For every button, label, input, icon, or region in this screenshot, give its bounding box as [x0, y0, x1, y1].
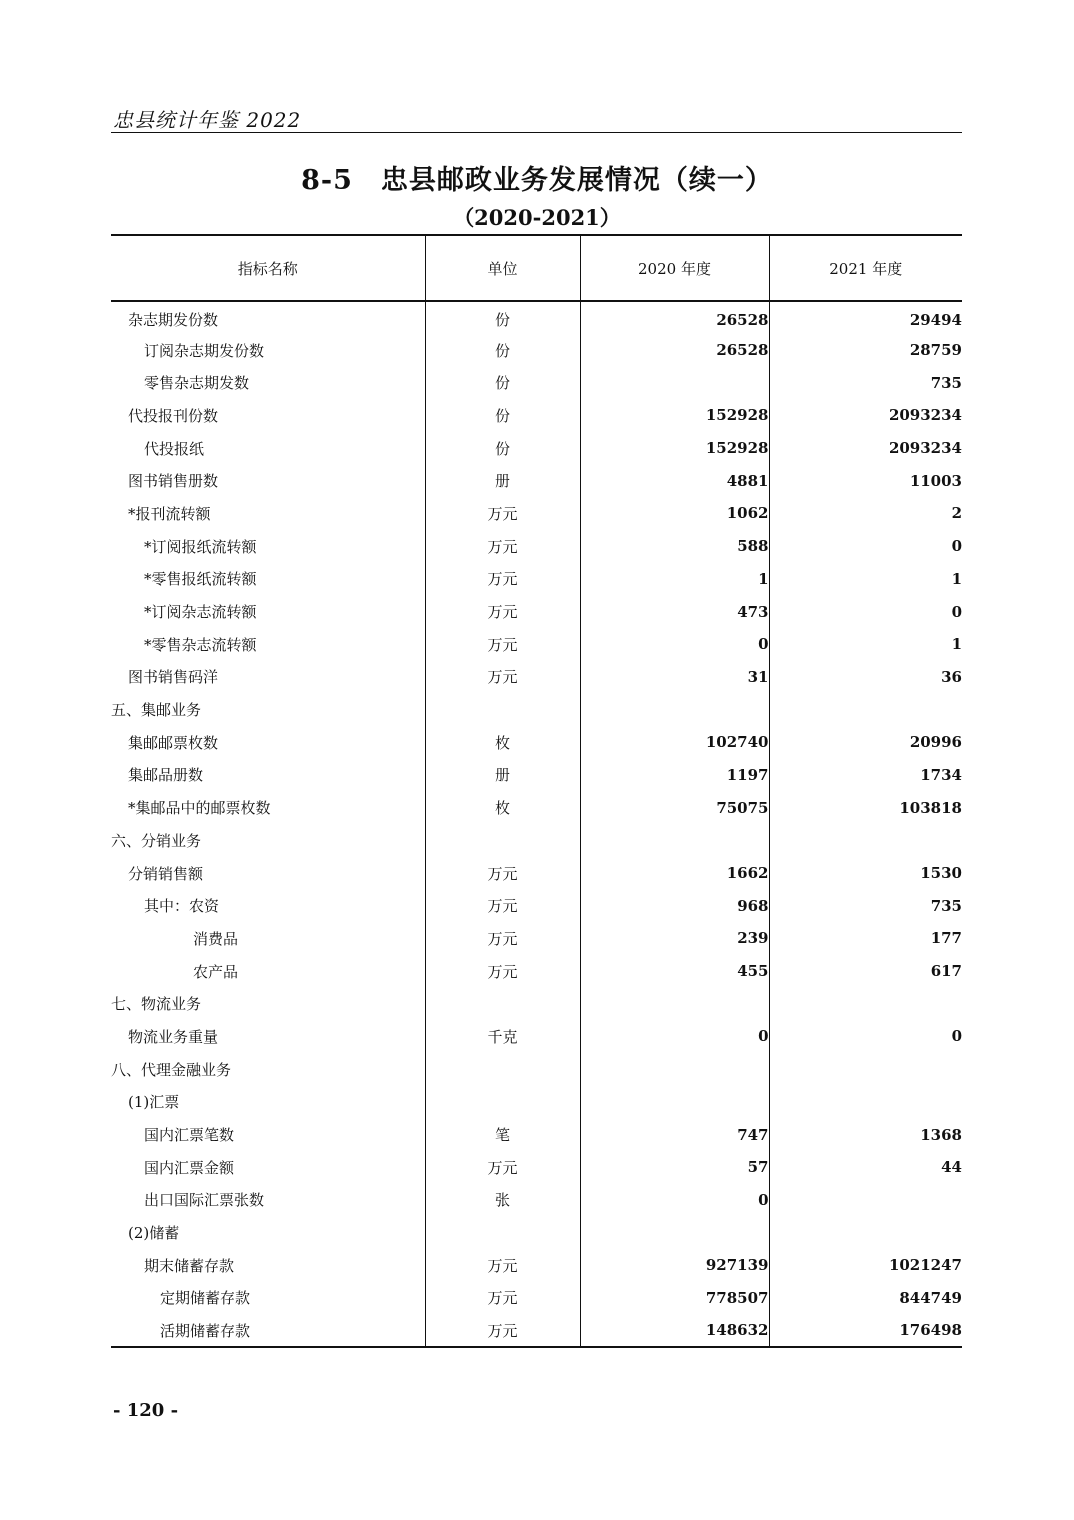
row-indicator-name: 代投报刊份数 [111, 399, 425, 432]
row-value-2020: 26528 [580, 334, 769, 367]
row-unit: 万元 [425, 1314, 580, 1347]
column-header-2020: 2020 年度 [580, 235, 769, 301]
row-indicator-name: *订阅报纸流转额 [111, 530, 425, 563]
table-row [111, 1282, 962, 1315]
row-indicator-name: 其中：农资 [111, 889, 425, 922]
row-value-2020: 102740 [580, 726, 769, 759]
table-row [111, 497, 962, 530]
row-value-2020: 57 [580, 1151, 769, 1184]
row-unit [425, 987, 580, 1020]
table-number: 8-5 [301, 165, 353, 196]
row-value-2021 [769, 1086, 962, 1119]
table-row [111, 1086, 962, 1119]
table-row [111, 922, 962, 955]
table-row [111, 399, 962, 432]
row-unit: 万元 [425, 497, 580, 530]
row-unit: 份 [425, 366, 580, 399]
row-value-2020 [580, 987, 769, 1020]
row-value-2021: 29494 [909, 310, 962, 329]
row-indicator-name: (2)储蓄 [111, 1216, 425, 1249]
table-row [111, 791, 962, 824]
row-value-2020: 152928 [580, 432, 769, 465]
table-row [111, 1249, 962, 1282]
row-value-2020: 778507 [580, 1282, 769, 1315]
row-indicator-name: 国内汇票笔数 [111, 1118, 425, 1151]
row-indicator-name: 七、物流业务 [111, 987, 425, 1020]
row-value-2021 [769, 987, 962, 1020]
row-indicator-name: 出口国际汇票张数 [111, 1184, 425, 1217]
row-unit: 万元 [425, 1249, 580, 1282]
row-indicator-name: (1)汇票 [111, 1086, 425, 1119]
row-value-2021: 0 [951, 537, 962, 556]
row-indicator-name: 定期储蓄存款 [111, 1282, 425, 1315]
row-value-2020: 968 [580, 889, 769, 922]
row-unit: 万元 [425, 922, 580, 955]
row-value-2020: 4881 [580, 464, 769, 497]
row-unit: 万元 [425, 955, 580, 988]
table-row [111, 595, 962, 628]
row-unit: 万元 [425, 530, 580, 563]
row-unit: 份 [425, 334, 580, 367]
row-indicator-name: *零售杂志流转额 [111, 628, 425, 661]
row-value-2020: 747 [580, 1118, 769, 1151]
row-value-2020 [580, 1216, 769, 1249]
table-row [111, 1216, 962, 1249]
row-indicator-name: *零售报纸流转额 [111, 563, 425, 596]
row-unit: 份 [425, 399, 580, 432]
table-row [111, 1020, 962, 1053]
table-row [111, 857, 962, 890]
row-unit: 万元 [425, 563, 580, 596]
row-value-2021: 617 [930, 962, 962, 981]
row-unit: 枚 [425, 726, 580, 759]
row-value-2021 [769, 824, 962, 857]
row-unit: 张 [425, 1184, 580, 1217]
header-rule [111, 132, 962, 133]
column-header-2021: 2021 年度 [769, 235, 962, 301]
table-row [111, 301, 962, 334]
table-row [111, 693, 962, 726]
table-header-row [111, 235, 962, 301]
row-unit [425, 1053, 580, 1086]
row-value-2021: 177 [930, 929, 962, 948]
row-value-2021: 0 [951, 602, 962, 621]
row-value-2021: 2093234 [888, 439, 962, 458]
table-title-text: 忠县邮政业务发展情况（续一） [380, 165, 773, 196]
row-value-2020: 1197 [580, 759, 769, 792]
row-value-2021: 176498 [769, 1314, 962, 1347]
row-indicator-name: 集邮邮票枚数 [111, 726, 425, 759]
table-row [111, 366, 962, 399]
row-value-2021 [769, 1184, 962, 1217]
table-row [111, 661, 962, 694]
row-value-2021: 28759 [909, 341, 962, 360]
row-value-2021: 2093234 [888, 406, 962, 425]
row-value-2020: 148632 [580, 1314, 769, 1347]
row-value-2020: 0 [580, 1184, 769, 1217]
statistics-table [111, 234, 962, 1348]
row-value-2020: 26528 [580, 301, 769, 334]
row-value-2021: 103818 [899, 798, 962, 817]
row-unit: 万元 [425, 595, 580, 628]
table-row [111, 563, 962, 596]
row-value-2020: 239 [580, 922, 769, 955]
table-row [111, 1118, 962, 1151]
row-value-2021: 2 [951, 504, 962, 523]
column-header-unit: 单位 [425, 235, 580, 301]
row-value-2020 [580, 824, 769, 857]
table-row [111, 464, 962, 497]
row-value-2021: 11003 [909, 471, 962, 490]
row-value-2021: 1 [951, 569, 962, 588]
row-unit [425, 693, 580, 726]
row-value-2020 [580, 1053, 769, 1086]
row-value-2020: 1662 [580, 857, 769, 890]
row-indicator-name: 图书销售册数 [111, 464, 425, 497]
row-indicator-name: 图书销售码洋 [111, 661, 425, 694]
page-number: - 120 - [113, 1400, 179, 1421]
row-indicator-name: 杂志期发份数 [111, 301, 425, 334]
table-row [111, 1184, 962, 1217]
table-row [111, 432, 962, 465]
row-value-2021: 844749 [899, 1288, 962, 1307]
row-value-2020 [580, 366, 769, 399]
row-indicator-name: 六、分销业务 [111, 824, 425, 857]
row-indicator-name: 农产品 [111, 955, 425, 988]
row-indicator-name: 消费品 [111, 922, 425, 955]
row-indicator-name: 集邮品册数 [111, 759, 425, 792]
row-indicator-name: 期末储蓄存款 [111, 1249, 425, 1282]
table-row [111, 955, 962, 988]
row-unit [425, 1086, 580, 1119]
row-value-2020: 588 [580, 530, 769, 563]
row-value-2021: 20996 [909, 733, 962, 752]
row-value-2021 [769, 693, 962, 726]
row-unit: 万元 [425, 857, 580, 890]
row-indicator-name: *集邮品中的邮票枚数 [111, 791, 425, 824]
table-title [0, 158, 1074, 197]
row-unit: 册 [425, 759, 580, 792]
row-unit [425, 824, 580, 857]
row-indicator-name: 订阅杂志期发份数 [111, 334, 425, 367]
row-value-2021: 1021247 [888, 1256, 962, 1275]
table-row [111, 334, 962, 367]
table-row [111, 987, 962, 1020]
row-value-2020: 75075 [580, 791, 769, 824]
row-value-2020: 1062 [580, 497, 769, 530]
row-indicator-name: 物流业务重量 [111, 1020, 425, 1053]
row-value-2021 [769, 1053, 962, 1086]
row-value-2020: 0 [580, 628, 769, 661]
table-row [111, 1314, 962, 1347]
row-value-2020: 31 [580, 661, 769, 694]
row-unit: 份 [425, 432, 580, 465]
row-value-2020: 0 [580, 1020, 769, 1053]
table-row [111, 726, 962, 759]
row-unit: 枚 [425, 791, 580, 824]
row-unit: 万元 [425, 889, 580, 922]
row-unit: 万元 [425, 628, 580, 661]
row-value-2021: 735 [930, 896, 962, 915]
row-indicator-name: 国内汇票金额 [111, 1151, 425, 1184]
table-row [111, 1053, 962, 1086]
running-header: 忠县统计年鉴 2022 [113, 108, 302, 132]
table-year-range: （2020-2021） [453, 205, 621, 230]
row-value-2020: 152928 [580, 399, 769, 432]
row-indicator-name: *报刊流转额 [111, 497, 425, 530]
row-value-2021: 1 [951, 635, 962, 654]
row-value-2021: 1734 [920, 765, 962, 784]
row-value-2020 [580, 1086, 769, 1119]
row-unit [425, 1216, 580, 1249]
row-value-2021: 735 [930, 373, 962, 392]
table-row [111, 530, 962, 563]
row-indicator-name: 八、代理金融业务 [111, 1053, 425, 1086]
row-indicator-name: *订阅杂志流转额 [111, 595, 425, 628]
row-value-2020: 473 [580, 595, 769, 628]
row-indicator-name: 五、集邮业务 [111, 693, 425, 726]
row-value-2021: 44 [941, 1158, 962, 1177]
row-unit: 万元 [425, 1151, 580, 1184]
table-body [111, 301, 962, 1347]
table-row [111, 824, 962, 857]
row-indicator-name: 分销销售额 [111, 857, 425, 890]
row-indicator-name: 活期储蓄存款 [111, 1314, 425, 1347]
row-value-2020: 455 [580, 955, 769, 988]
row-value-2021: 36 [941, 667, 962, 686]
table-row [111, 1151, 962, 1184]
row-value-2021: 1368 [920, 1125, 962, 1144]
row-value-2021 [769, 1216, 962, 1249]
row-unit: 万元 [425, 661, 580, 694]
row-unit: 册 [425, 464, 580, 497]
row-value-2020: 1 [580, 563, 769, 596]
row-unit: 份 [425, 301, 580, 334]
row-unit: 万元 [425, 1282, 580, 1315]
table-row [111, 628, 962, 661]
table-row [111, 759, 962, 792]
row-unit: 千克 [425, 1020, 580, 1053]
row-value-2020: 927139 [580, 1249, 769, 1282]
row-value-2021: 0 [951, 1027, 962, 1046]
row-indicator-name: 零售杂志期发数 [111, 366, 425, 399]
row-unit: 笔 [425, 1118, 580, 1151]
table-row [111, 889, 962, 922]
row-value-2021: 1530 [920, 864, 962, 883]
column-header-indicator: 指标名称 [111, 235, 425, 301]
row-value-2020 [580, 693, 769, 726]
row-indicator-name: 代投报纸 [111, 432, 425, 465]
